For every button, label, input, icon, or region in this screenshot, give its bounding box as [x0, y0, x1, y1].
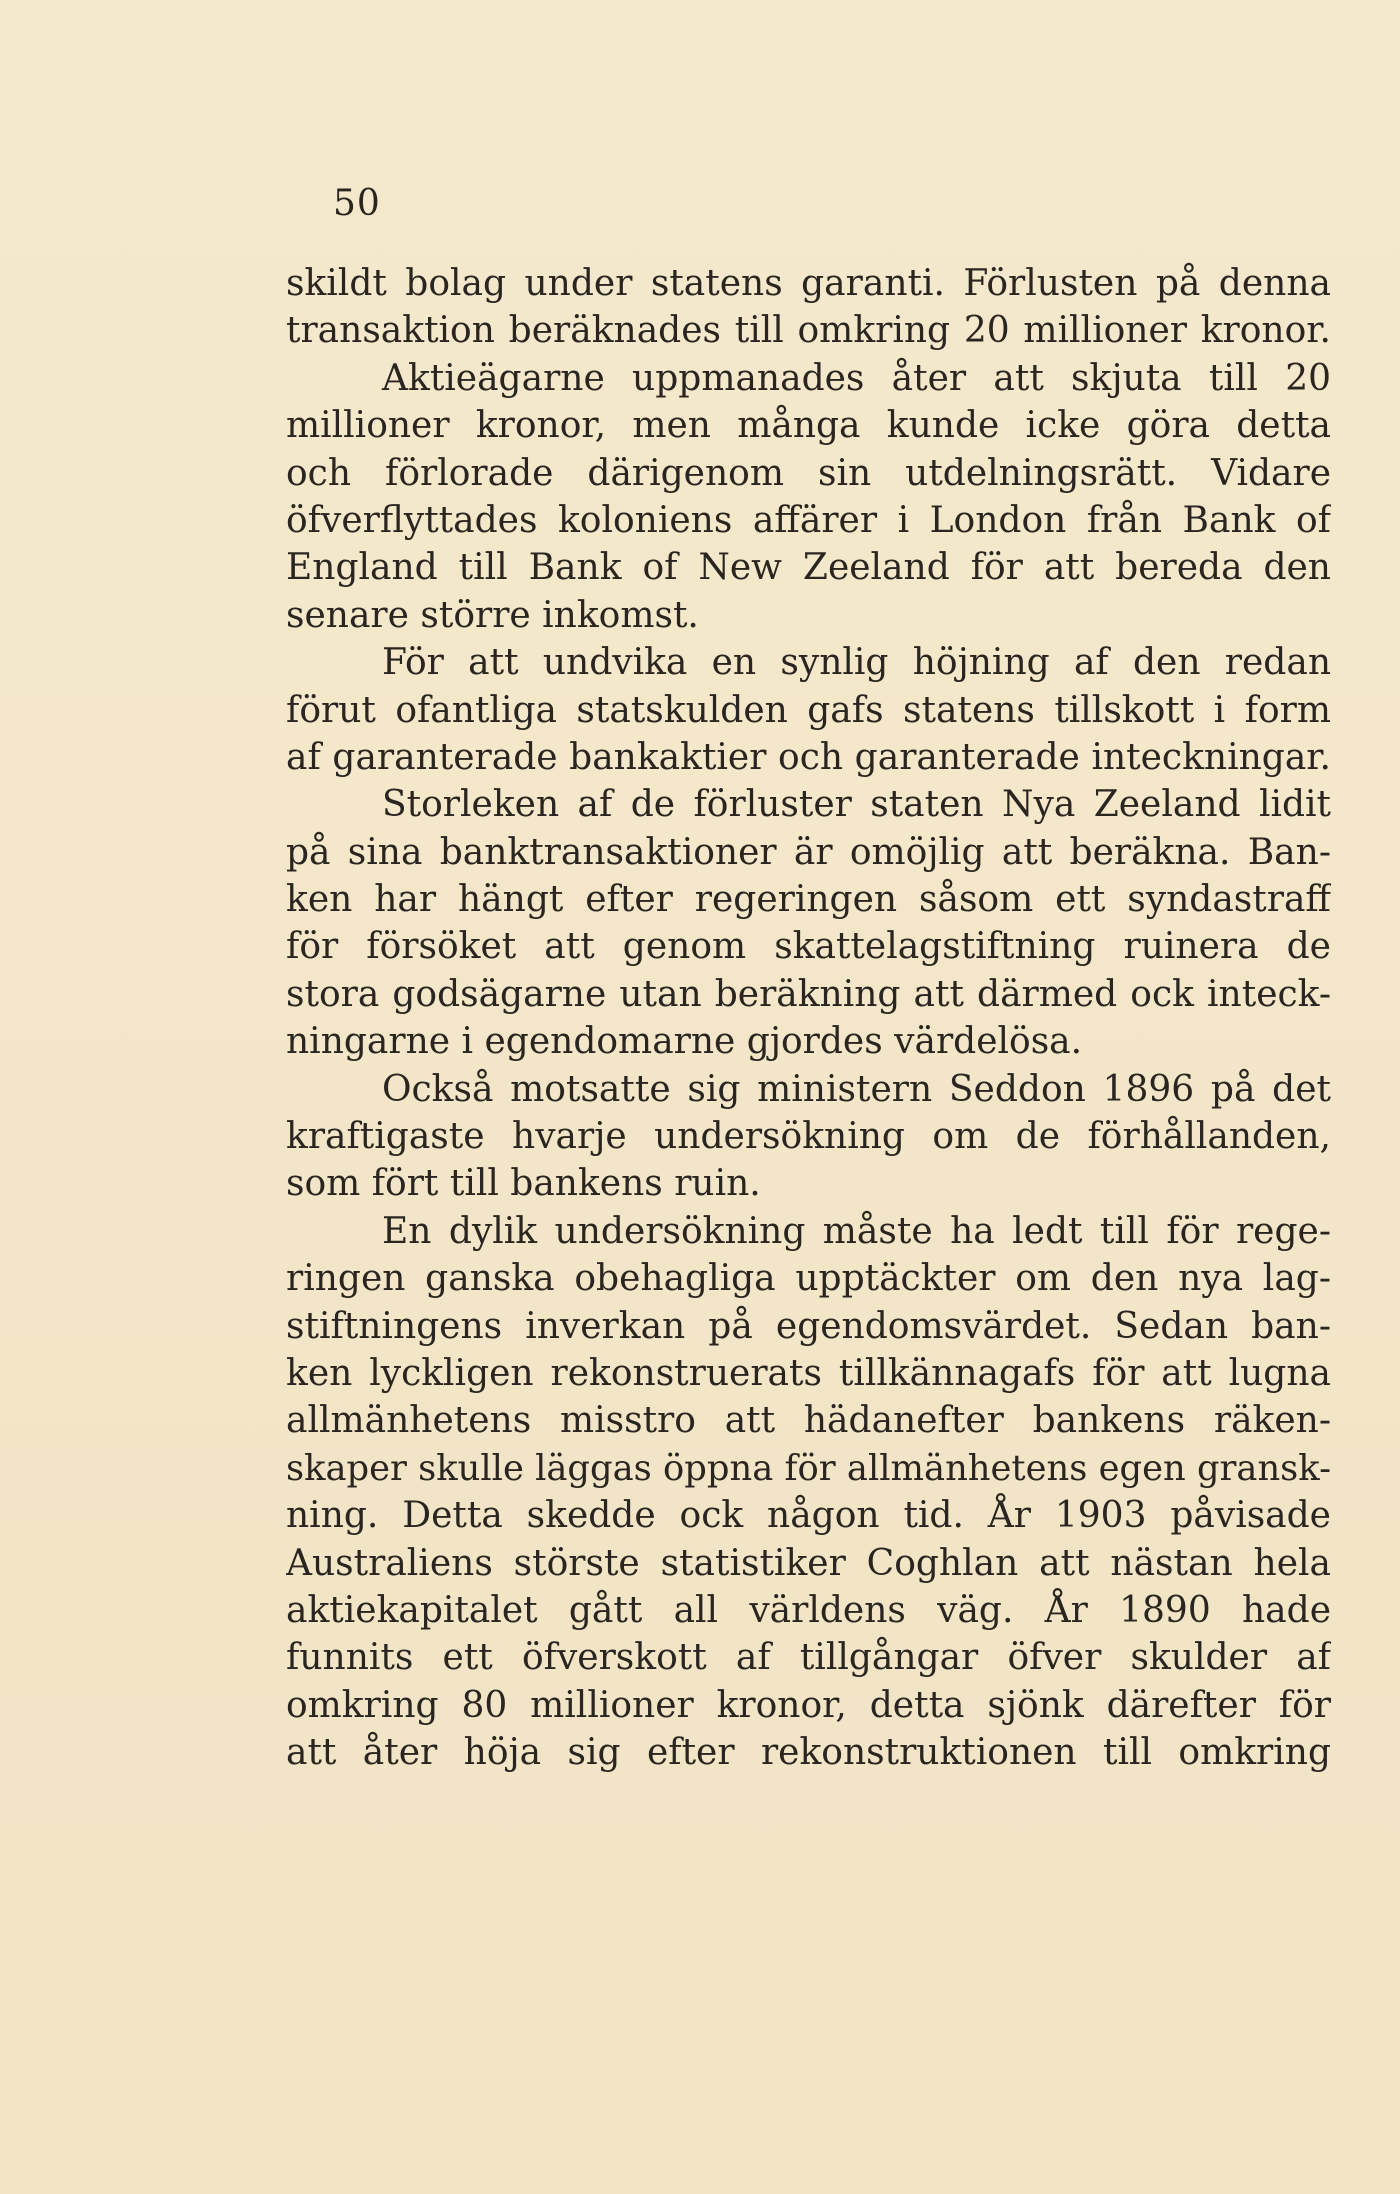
text-line: ning. Detta skedde ock någon tid. År 1903 påvisade — [286, 1495, 1331, 1537]
text-line: och förlorade därigenom sin utdelningsrätt. Vidare — [286, 452, 1331, 494]
text-line: ken har hängt efter regeringen såsom ett syndastraff — [286, 879, 1331, 921]
text-line: kraftigaste hvarje undersökning om de förhållanden, — [286, 1116, 1331, 1158]
text-line: stora godsägarne utan beräkning att därmed ock inteck- — [286, 973, 1331, 1015]
text-line: ningarne i egendomarne gjordes värdelösa. — [286, 1021, 1083, 1063]
page-number: 50 — [333, 183, 381, 224]
text-line: millioner kronor, men många kunde icke göra detta — [286, 405, 1331, 447]
text-line: förut ofantliga statskulden gafs statens tillskott i form — [286, 689, 1331, 731]
text-line: skaper skulle läggas öppna för allmänhetens egen gransk- — [286, 1447, 1331, 1489]
text-line: aktiekapitalet gått all världens väg. År 1890 hade — [286, 1589, 1331, 1631]
text-line: på sina banktransaktioner är omöjlig att beräkna. Ban- — [286, 831, 1331, 873]
text-line: funnits ett öfverskott af tillgångar öfver skulder af — [286, 1637, 1331, 1679]
text-line: ken lyckligen rekonstruerats tillkännagafs för att lugna — [286, 1352, 1331, 1394]
text-line: Också motsatte sig ministern Seddon 1896 på det — [382, 1068, 1331, 1110]
text-line: af garanterade bankaktier och garanterade inteckningar. — [286, 736, 1331, 778]
text-line: för försöket att genom skattelagstiftning ruinera de — [286, 926, 1331, 968]
text-line: Storleken af de förluster staten Nya Zeeland lidit — [382, 784, 1331, 826]
text-line: England till Bank of New Zeeland för att bereda den — [286, 547, 1331, 589]
text-line: omkring 80 millioner kronor, detta sjönk därefter för — [286, 1684, 1331, 1726]
text-line: stiftningens inverkan på egendomsvärdet. Sedan ban- — [286, 1305, 1331, 1347]
text-line: senare större inkomst. — [286, 594, 699, 636]
text-line: En dylik undersökning måste ha ledt till för rege- — [382, 1210, 1331, 1252]
text-line: För att undvika en synlig höjning af den redan — [382, 642, 1331, 684]
text-line: att åter höja sig efter rekonstruktionen till omkring — [286, 1732, 1331, 1774]
text-line: Aktieägarne uppmanades åter att skjuta till 20 — [382, 357, 1331, 399]
text-line: Australiens störste statistiker Coghlan att nästan hela — [286, 1542, 1331, 1584]
text-line: öfverflyttades koloniens affärer i London från Bank of — [286, 499, 1331, 541]
text-line: allmänhetens misstro att hädanefter bankens räken- — [286, 1400, 1331, 1442]
body-text — [286, 260, 1331, 1777]
text-line: skildt bolag under statens garanti. Förlusten på denna — [286, 263, 1331, 304]
text-line: ringen ganska obehagliga upptäckter om den nya lag- — [286, 1258, 1331, 1300]
text-line: transaktion beräknades till omkring 20 millioner kronor. — [286, 310, 1331, 352]
text-line: som fört till bankens ruin. — [286, 1163, 761, 1205]
